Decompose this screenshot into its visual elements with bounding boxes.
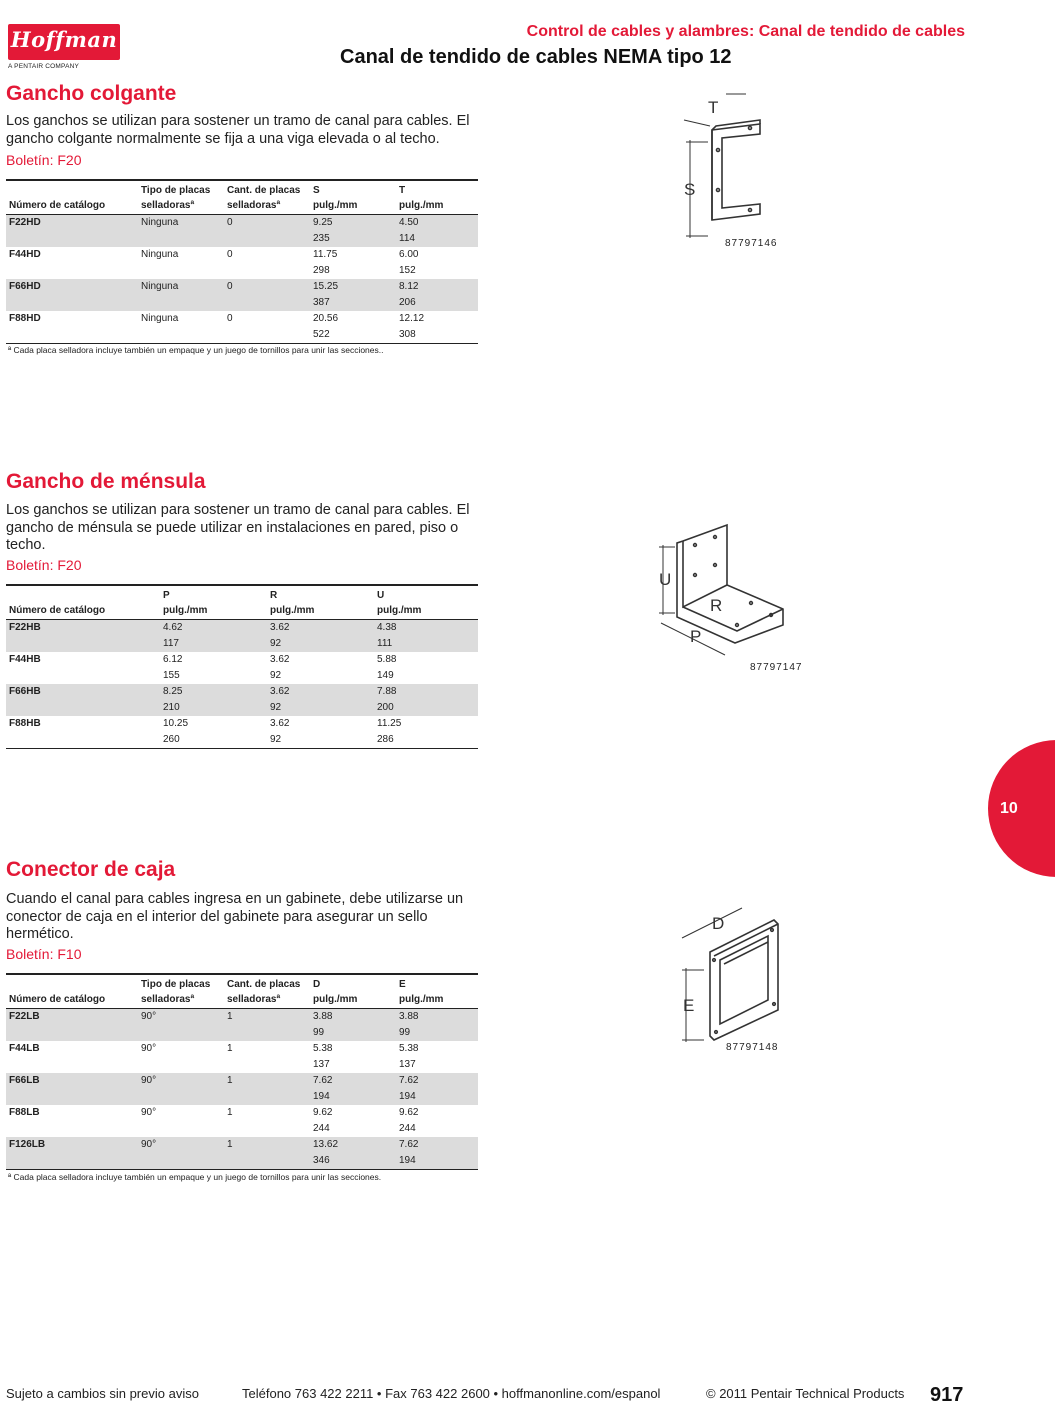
value-mm: 92: [270, 734, 282, 745]
table-cell: [310, 247, 396, 279]
catalog-number: F44HB: [9, 654, 41, 665]
value-mm: 117: [163, 638, 179, 649]
column-header: [6, 974, 138, 1009]
column-header-line: selladorasª: [141, 994, 195, 1005]
bracket-drawing: [655, 525, 805, 660]
value-inches: 10.25: [163, 718, 189, 729]
value-inches: 5.88: [377, 654, 397, 665]
value-inches: 3.62: [270, 686, 290, 697]
value-mm: 387: [313, 297, 330, 308]
table-cell: [267, 620, 374, 653]
catalog-number: F88HB: [9, 718, 41, 729]
table-cell: [374, 652, 478, 684]
bulletin-link[interactable]: Boletín: F20: [6, 557, 82, 573]
value-mm: 194: [399, 1155, 416, 1166]
catalog-number: F88HD: [9, 313, 41, 324]
table-cell: [160, 716, 267, 749]
chapter-number: 10: [1000, 800, 1018, 817]
value-inches: 12.12: [399, 313, 425, 324]
table-cell: [310, 215, 396, 248]
section-description: Cuando el canal para cables ingresa en un gabinete, debe utilizarse un conector de caja en el interior del gabinete para asegurar un sello hermético.: [6, 891, 464, 942]
dimension-label-p: P: [690, 627, 702, 646]
value-inches: 11.25: [377, 718, 402, 729]
table-cell: 90°: [141, 1043, 157, 1054]
table-cell: 1: [227, 1107, 233, 1118]
table-cell: 0: [224, 279, 310, 311]
table-cell: [310, 1009, 396, 1042]
table-cell: [160, 652, 267, 684]
table-cell: 0: [227, 313, 233, 324]
column-header-line: pulg./mm: [313, 200, 358, 211]
column-header-line: pulg./mm: [377, 605, 422, 616]
table-row: [6, 1041, 478, 1073]
column-header-line: Cant. de placas: [227, 979, 301, 990]
value-mm: 114: [399, 233, 415, 244]
table-cell: Ninguna: [138, 279, 224, 311]
column-header-line: selladorasª: [227, 200, 281, 211]
value-mm: 286: [377, 734, 394, 745]
table-row: [6, 1137, 478, 1170]
column-header: [160, 585, 267, 620]
table-row: [6, 279, 478, 311]
catalog-number: F22LB: [6, 1009, 138, 1042]
value-mm: 92: [270, 638, 282, 649]
table-cell: 90°: [138, 1073, 224, 1105]
table-cell: 90°: [138, 1137, 224, 1170]
dimension-label-d: D: [712, 914, 725, 933]
column-header-line: S: [313, 185, 320, 196]
value-mm: 99: [313, 1027, 325, 1038]
value-inches: 9.62: [313, 1107, 333, 1118]
value-mm: 346: [313, 1155, 330, 1166]
column-header: [310, 974, 396, 1009]
column-header-line: Número de catálogo: [9, 200, 106, 211]
spec-table: [6, 179, 478, 344]
table-cell: Ninguna: [141, 313, 179, 324]
value-inches: 8.12: [399, 281, 419, 292]
table-cell: [310, 1105, 396, 1137]
catalog-number: F66LB: [6, 1073, 138, 1105]
value-inches: 6.12: [163, 654, 183, 665]
spec-table: [6, 973, 478, 1170]
table-cell: 90°: [138, 1009, 224, 1042]
bulletin-link[interactable]: Boletín: F20: [6, 152, 82, 168]
table-cell: [396, 215, 478, 248]
table-cell: 0: [227, 249, 233, 260]
table-cell: [160, 684, 267, 716]
catalog-number: F22HB: [6, 620, 160, 653]
column-header: [267, 585, 374, 620]
value-mm: 308: [399, 329, 416, 340]
table-cell: [396, 247, 478, 279]
table-cell: [267, 684, 374, 716]
value-inches: 3.88: [313, 1011, 333, 1022]
table-cell: 1: [227, 1043, 233, 1054]
catalog-number: F22HD: [6, 215, 138, 248]
logo-wordmark: Hoffman: [10, 27, 118, 52]
table-row: [6, 215, 478, 248]
value-inches: 7.62: [399, 1075, 419, 1086]
value-mm: 152: [399, 265, 416, 276]
value-mm: 137: [399, 1059, 416, 1070]
column-header: [374, 585, 478, 620]
table-cell: 1: [224, 1137, 310, 1170]
footnote: ª Cada placa selladora incluye también un empaque y un juego de tornillos para unir las secciones..: [8, 345, 384, 355]
chapter-tab: [988, 740, 1055, 877]
box-connector-drawing: [680, 900, 790, 1050]
table-cell: [396, 1009, 478, 1042]
value-inches: 7.62: [399, 1139, 419, 1150]
page-number: 917: [930, 1384, 964, 1406]
value-inches: 7.88: [377, 686, 397, 697]
value-inches: 6.00: [399, 249, 419, 260]
value-mm: 206: [399, 297, 416, 308]
value-inches: 9.25: [313, 217, 333, 228]
value-inches: 9.62: [399, 1107, 419, 1118]
section-title: Gancho colgante: [6, 82, 177, 105]
section-title: Gancho de ménsula: [6, 470, 206, 493]
table-cell: [396, 311, 478, 344]
table-row: [6, 247, 478, 279]
value-mm: 235: [313, 233, 330, 244]
table-row: [6, 311, 478, 344]
table-row: [6, 1009, 478, 1042]
page-title: Canal de tendido de cables NEMA tipo 12: [340, 46, 732, 68]
value-inches: 4.62: [163, 622, 183, 633]
footer-contact: Teléfono 763 422 2211 • Fax 763 422 2600 • hoffmanonline.com/espanol: [242, 1386, 661, 1401]
catalog-number: F88LB: [9, 1107, 40, 1118]
value-mm: 244: [399, 1123, 416, 1134]
table-row: [6, 1105, 478, 1137]
figure-id: 87797147: [750, 662, 803, 673]
catalog-number: F44LB: [9, 1043, 40, 1054]
value-inches: 20.56: [313, 313, 339, 324]
section-description: Los ganchos se utilizan para sostener un tramo de canal para cables. El gancho de ménsula se puede utilizar en instalaciones en pared, piso o techo.: [6, 502, 470, 553]
table-row: [6, 716, 478, 749]
value-inches: 5.38: [313, 1043, 333, 1054]
column-header-line: Tipo de placas: [141, 185, 211, 196]
column-header-line: [9, 977, 134, 992]
column-header: [138, 974, 224, 1009]
value-inches: 7.62: [313, 1075, 333, 1086]
column-header: [224, 974, 310, 1009]
table-row: [6, 620, 478, 653]
table-cell: [396, 1137, 478, 1170]
table-cell: [374, 716, 478, 749]
column-header-line: P: [163, 590, 170, 601]
value-inches: 15.25: [313, 281, 339, 292]
table-row: [6, 684, 478, 716]
value-mm: 522: [313, 329, 330, 340]
value-mm: 92: [270, 670, 282, 681]
column-header: [310, 180, 396, 215]
value-mm: 260: [163, 734, 180, 745]
spec-table: [6, 584, 478, 749]
table-row: [6, 652, 478, 684]
column-header-line: U: [377, 590, 385, 601]
table-cell: Ninguna: [138, 215, 224, 248]
bulletin-link[interactable]: Boletín: F10: [6, 946, 82, 962]
value-inches: 3.88: [399, 1011, 419, 1022]
value-mm: 111: [377, 638, 393, 649]
value-inches: 4.38: [377, 622, 397, 633]
logo-subtitle: A PENTAIR COMPANY: [8, 63, 80, 70]
catalog-number: F66HD: [6, 279, 138, 311]
value-mm: 194: [313, 1091, 330, 1102]
column-header: [138, 180, 224, 215]
column-header: [396, 974, 478, 1009]
value-mm: 210: [163, 702, 180, 713]
value-inches: 11.75: [313, 249, 338, 260]
value-mm: 298: [313, 265, 330, 276]
column-header-line: [9, 183, 134, 198]
footer-disclaimer: Sujeto a cambios sin previo aviso: [6, 1386, 199, 1401]
column-header-line: R: [270, 590, 278, 601]
dimension-label-e: E: [683, 996, 695, 1015]
value-inches: 8.25: [163, 686, 183, 697]
section-title: Conector de caja: [6, 858, 176, 881]
value-inches: 3.62: [270, 654, 290, 665]
header-category: Control de cables y alambres: Canal de tendido de cables: [526, 23, 965, 40]
value-inches: 5.38: [399, 1043, 419, 1054]
table-cell: [310, 1073, 396, 1105]
value-mm: 200: [377, 702, 394, 713]
column-header-line: pulg./mm: [270, 605, 315, 616]
value-mm: 99: [399, 1027, 411, 1038]
column-header-line: Número de catálogo: [9, 994, 106, 1005]
column-header: [6, 585, 160, 620]
table-row: [6, 1073, 478, 1105]
value-inches: 4.50: [399, 217, 419, 228]
footer-copyright: © 2011 Pentair Technical Products: [706, 1386, 905, 1401]
value-mm: 155: [163, 670, 180, 681]
value-mm: 137: [313, 1059, 330, 1070]
table-cell: Ninguna: [141, 249, 179, 260]
column-header-line: pulg./mm: [399, 994, 444, 1005]
column-header: [396, 180, 478, 215]
table-cell: [396, 1041, 478, 1073]
footnote: ª Cada placa selladora incluye también un empaque y un juego de tornillos para unir las secciones.: [8, 1172, 382, 1182]
value-inches: 13.62: [313, 1139, 339, 1150]
dimension-label-s: S: [684, 180, 696, 199]
column-header-line: selladorasª: [227, 994, 281, 1005]
figure-id: 87797148: [726, 1042, 779, 1053]
figure-id: 87797146: [725, 238, 778, 249]
column-header-line: E: [399, 979, 406, 990]
table-cell: [310, 1137, 396, 1170]
value-mm: 244: [313, 1123, 330, 1134]
column-header-line: pulg./mm: [163, 605, 208, 616]
column-header-line: pulg./mm: [399, 200, 444, 211]
table-cell: [396, 1073, 478, 1105]
table-cell: [310, 1041, 396, 1073]
table-cell: [396, 1105, 478, 1137]
column-header-line: D: [313, 979, 321, 990]
value-inches: 3.62: [270, 622, 290, 633]
table-cell: 90°: [141, 1107, 157, 1118]
table-cell: 0: [224, 215, 310, 248]
column-header-line: Tipo de placas: [141, 979, 211, 990]
table-cell: [160, 620, 267, 653]
catalog-number: F66HB: [6, 684, 160, 716]
value-mm: 92: [270, 702, 282, 713]
catalog-number: F44HD: [9, 249, 41, 260]
table-cell: [267, 716, 374, 749]
value-mm: 194: [399, 1091, 416, 1102]
table-cell: [374, 620, 478, 653]
table-cell: 1: [224, 1009, 310, 1042]
column-header: [6, 180, 138, 215]
dimension-label-t: T: [708, 98, 719, 117]
column-header-line: selladorasª: [141, 200, 195, 211]
column-header-line: T: [399, 185, 406, 196]
column-header-line: [9, 588, 156, 603]
table-cell: [310, 311, 396, 344]
value-inches: 3.62: [270, 718, 290, 729]
table-cell: [374, 684, 478, 716]
catalog-number: F126LB: [6, 1137, 138, 1170]
table-cell: [267, 652, 374, 684]
column-header: [224, 180, 310, 215]
table-cell: [396, 279, 478, 311]
dimension-label-u: U: [659, 570, 672, 589]
dimension-label-r: R: [710, 596, 723, 615]
table-cell: 1: [224, 1073, 310, 1105]
column-header-line: Número de catálogo: [9, 605, 106, 616]
section-description: Los ganchos se utilizan para sostener un tramo de canal para cables. El gancho colgante normalmente se fija a una viga elevada o al techo.: [6, 113, 470, 147]
value-mm: 149: [377, 670, 394, 681]
column-header-line: Cant. de placas: [227, 185, 301, 196]
column-header-line: pulg./mm: [313, 994, 358, 1005]
table-cell: [310, 279, 396, 311]
